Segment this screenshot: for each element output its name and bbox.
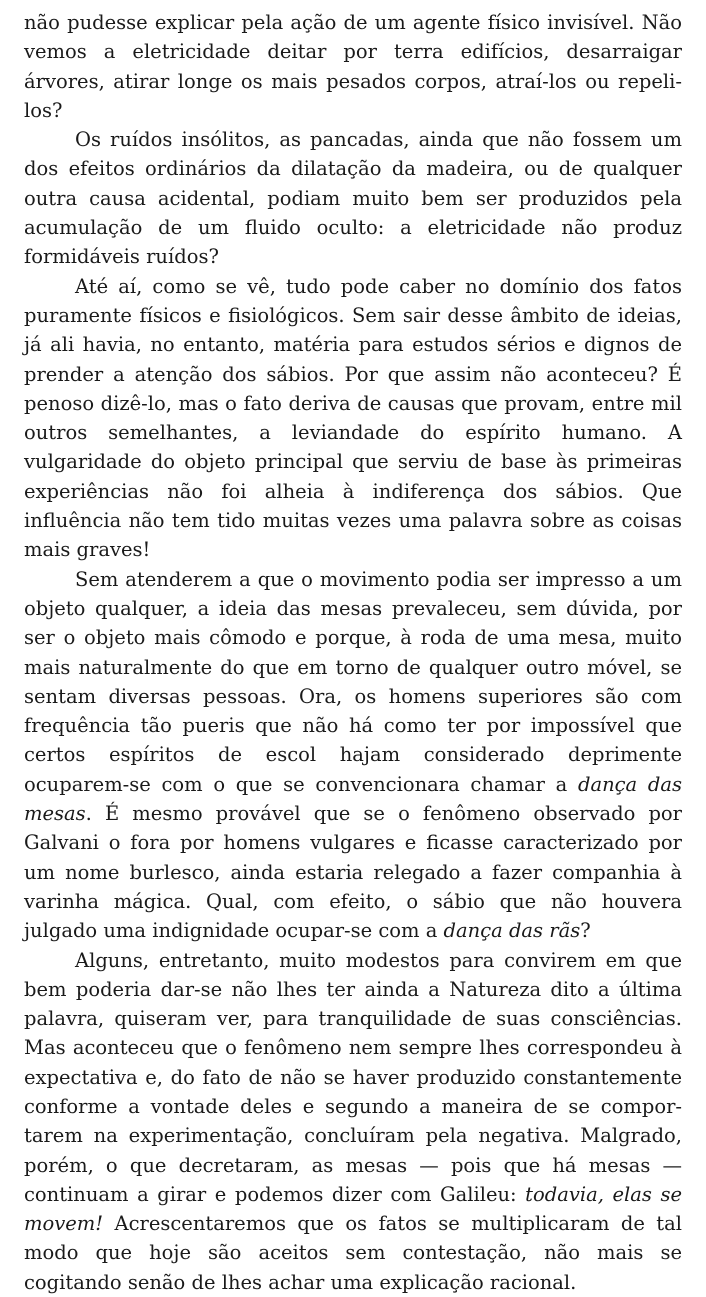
italic-phrase: dança das mesas [24,773,682,825]
text-segment: Alguns, entretanto, muito modestos para convirem em que bem poderia dar-se não lhes ter ainda a Natureza dito a última palavra, quiseram ver, para tranquilidade de suas consciências. Mas aconteceu que o fenômeno nem sempre lhes correspondeu à expectativa e, do fato de não se haver produzido constantemente conforme a vontade deles e segundo a maneira de se comportarem na experimentação, concluíram pela negativa. Malgrado, porém, o que decretaram, as mesas — pois que há mesas — continuam a girar e podemos dizer com Galileu: [24,949,682,1206]
text-segment: não pudesse explicar pela ação de um agente físico invisível. Não vemos a eletricidade deitar por terra edifícios, desarraigar árvores, atirar longe os mais pesados corpos, atraí-los ou repeli-los? [24,11,682,122]
paragraph [24,946,682,1297]
paragraph [24,272,682,565]
paragraph [24,125,682,271]
paragraph [24,565,682,946]
text-body [24,8,682,1297]
text-segment: Acrescentaremos que os fatos se multiplicaram de tal modo que hoje são aceitos sem contestação, não mais se cogitando senão de lhes achar uma explicação racional. [24,1212,682,1294]
italic-phrase: todavia, elas se movem! [24,1183,682,1235]
text-segment: Sem atenderem a que o movimento podia ser impresso a um objeto qualquer, a ideia das mesas prevaleceu, sem dúvida, por ser o objeto mais cômodo e porque, à roda de uma mesa, muito mais naturalmente do que em torno de qualquer outro móvel, se sentam diversas pessoas. Ora, os homens superiores são com frequência tão pueris que não há como ter por impossível que certos espíritos de escol hajam considerado deprimente ocuparem-se com o que se convencionara chamar a [24,568,682,796]
text-segment: ? [580,919,590,942]
text-segment: . É mesmo provável que se o fenômeno observado por Galvani o fora por homens vulgares e ficasse caracterizado por um nome burlesco, ainda estaria relegado a fazer companhia à varinha mágica. Qual, com efeito, o sábio que não houvera julgado uma indignidade ocupar-se com a [24,802,682,942]
paragraph [24,8,682,125]
italic-phrase: dança das rãs [444,919,581,942]
text-segment: Até aí, como se vê, tudo pode caber no domínio dos fatos puramente físicos e fisiológicos. Sem sair desse âmbito de ideias, já ali havia, no entanto, matéria para estudos sérios e dignos de prender a atenção dos sábios. Por que assim não aconteceu? É penoso dizê-lo, mas o fato deriva de causas que provam, entre mil outros semelhantes, a leviandade do espírito humano. A vulgaridade do objeto principal que serviu de base às primeiras experiências não foi alheia à indiferença dos sábios. Que influência não tem tido muitas vezes uma palavra sobre as coisas mais graves! [24,275,682,562]
text-segment: Os ruídos insólitos, as pancadas, ainda que não fossem um dos efeitos ordinários da dilatação da madeira, ou de qualquer outra causa acidental, podiam muito bem ser produzidos pela acumulação de um fluido oculto: a eletricidade não produz formidáveis ruídos? [24,128,682,268]
